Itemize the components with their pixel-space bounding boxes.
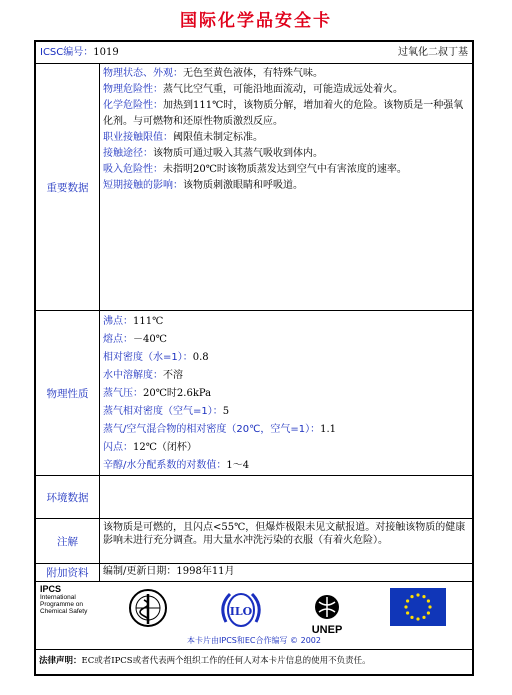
svg-text:ILO: ILO: [229, 605, 253, 618]
item-appearance: 物理状态、外观：无色至黄色液体，有特殊气味。: [103, 68, 323, 79]
prop-boiling-point: 沸点：111℃: [103, 316, 164, 327]
item-exposure-route: 接触途径：该物质可通过吸入其蒸气吸收到体内。: [103, 148, 323, 159]
who-logo-icon: [128, 588, 168, 628]
environment-section: [36, 476, 472, 519]
prop-vapor-pressure: 蒸气压：20℃时2.6kPa: [103, 388, 212, 399]
cooperation-note: 本卡片由IPCS和EC合作编写 © 2002: [187, 636, 321, 645]
item-physical-hazard: 物理危险性：蒸气比空气重，可能沿地面流动，可能造成远处着火。: [103, 84, 403, 95]
logos-row: [36, 582, 472, 650]
important-label: 重要数据: [36, 64, 100, 310]
unep-logo-icon: [302, 588, 352, 638]
additional-section: [36, 564, 472, 582]
safety-card: [34, 40, 474, 676]
ilo-logo-icon: [218, 588, 264, 632]
physical-section: [36, 311, 472, 476]
legal-row: [36, 650, 472, 674]
environment-content: [100, 476, 472, 518]
notes-label: 注解: [36, 519, 100, 563]
legal-label: 法律声明：: [39, 656, 82, 666]
prop-melting-point: 熔点：－40℃: [103, 334, 167, 345]
item-exposure-limit: 职业接触限值：阈限值未制定标准。: [103, 132, 263, 143]
legal-text: EC或者IPCS或者代表两个组织工作的任何人对本卡片信息的使用不负责任。: [81, 656, 371, 666]
physical-content: [100, 311, 472, 475]
header-row: [36, 42, 472, 64]
notes-section: [36, 519, 472, 564]
item-short-term: 短期接触的影响：该物质刺激眼睛和呼吸道。: [103, 180, 303, 191]
important-section: [36, 64, 472, 311]
prop-solubility: 水中溶解度：不溶: [103, 370, 183, 381]
svg-text:UNEP: UNEP: [311, 624, 343, 636]
additional-content: 编制/更新日期：1998年11月: [103, 566, 235, 577]
prop-log-kow: 辛醇/水分配系数的对数值：1～4: [103, 460, 250, 471]
additional-label: 附加资料: [36, 564, 100, 581]
eu-flag-icon: [390, 588, 446, 626]
notes-content: 该物质是可燃的，且闪点<55℃，但爆炸极限未见文献报道。对接触该物质的健康影响未进行充分调查。用大量水冲洗污染的衣服（有着火危险）。: [103, 522, 466, 546]
physical-label: 物理性质: [36, 311, 100, 475]
chemical-name: 过氧化二叔丁基: [398, 47, 468, 58]
prop-vapor-density: 蒸气相对密度（空气=1）：5: [103, 406, 230, 417]
item-chemical-hazard: 化学危险性：加热到111℃时，该物质分解，增加着火的危险。该物质是一种强氧化剂。与可燃物和还原性物质激烈反应。: [103, 100, 464, 127]
important-content: [100, 64, 472, 310]
ipcs-title: IPCS: [40, 584, 62, 594]
item-inhalation-risk: 吸入危险性：未指明20℃时该物质蒸发达到空气中有害浓度的速率。: [103, 164, 407, 175]
icsc-label: ICSC编号：: [40, 47, 94, 58]
prop-mixture-density: 蒸气/空气混合物的相对密度（20℃，空气=1）：1.1: [103, 424, 336, 435]
icsc-number: 1019: [93, 47, 119, 58]
card-title: 国际化学品安全卡: [180, 11, 332, 31]
ipcs-block: IPCS International Programme on Chemical Safety: [40, 584, 88, 615]
prop-flash-point: 闪点：12℃（闭杯）: [103, 442, 197, 453]
icsc-id: [40, 45, 119, 61]
prop-density: 相对密度（水=1）：0.8: [103, 352, 209, 363]
environment-label: 环境数据: [36, 476, 100, 518]
